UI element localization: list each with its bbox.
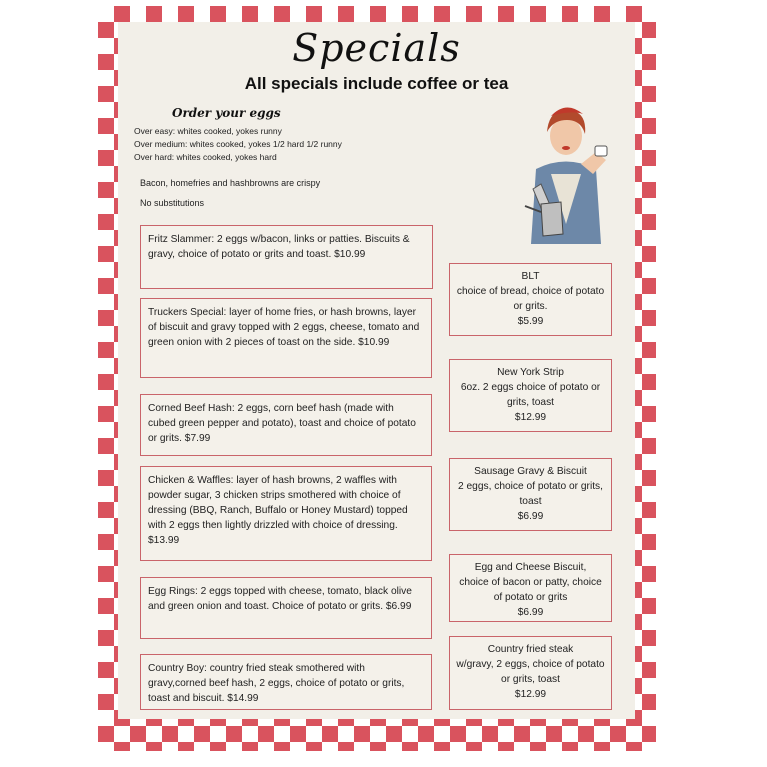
special-egg-cheese-biscuit	[449, 554, 612, 622]
order-eggs-heading: Order your eggs	[172, 106, 281, 120]
special-name: Sausage Gravy & Biscuit	[474, 466, 587, 477]
egg-style-line: Over hard: whites cooked, yokes hard	[134, 152, 277, 162]
special-price: $5.99	[517, 316, 544, 327]
special-corned-beef-hash: Corned Beef Hash: 2 eggs, corn beef hash (made with cubed green pepper and potato), toast and choice of potato or grits. $7.99	[140, 394, 432, 456]
special-desc: 2 eggs, choice of potato or grits, toast	[458, 481, 603, 507]
checkered-border	[98, 6, 656, 751]
special-blt	[449, 263, 612, 336]
special-name: New York Strip	[497, 367, 564, 378]
special-name: Country fried steak	[487, 644, 574, 655]
special-price: $6.99	[517, 607, 544, 618]
special-name: Egg and Cheese Biscuit,	[474, 562, 587, 573]
egg-styles	[134, 125, 342, 164]
egg-style-line: Over easy: whites cooked, yokes runny	[134, 126, 282, 136]
special-egg-rings: Egg Rings: 2 eggs topped with cheese, tomato, black olive and green onion and toast. Choice of potato or grits. $6.99	[140, 577, 432, 639]
special-chicken-waffles: Chicken & Waffles: layer of hash browns, 2 waffles with powder sugar, 3 chicken strips smothered with choice of dressing (BBQ, Ranch, Buffalo or Honey Mustard) topped with 2 eggs then lightly drizzled with choice of dressing. $13.99	[140, 466, 432, 561]
special-country-fried-steak	[449, 636, 612, 710]
special-price: $6.99	[517, 511, 544, 522]
special-price: $12.99	[514, 689, 547, 700]
egg-style-line: Over medium: whites cooked, yokes 1/2 hard 1/2 runny	[134, 139, 342, 149]
menu-paper	[118, 22, 635, 719]
special-name: BLT	[521, 271, 540, 282]
no-substitutions-note: No substitutions	[140, 198, 205, 208]
menu-title: Specials	[292, 26, 461, 70]
special-fritz-slammer: Fritz Slammer: 2 eggs w/bacon, links or patties. Biscuits & gravy, choice of potato or grits and toast. $10.99	[140, 225, 433, 289]
special-price: $12.99	[514, 412, 547, 423]
special-desc: choice of bread, choice of potato or grits.	[456, 286, 605, 312]
crispy-note: Bacon, homefries and hashbrowns are crispy	[140, 178, 321, 188]
special-truckers: Truckers Special: layer of home fries, or hash browns, layer of biscuit and gravy topped with 2 eggs, cheese, tomato and green onion with 2 pieces of toast on the side. $10.99	[140, 298, 432, 378]
special-desc: choice of bacon or patty, choice of potato or grits	[459, 577, 602, 603]
waitress-illustration	[511, 94, 621, 244]
special-desc: w/gravy, 2 eggs, choice of potato or grits, toast	[456, 659, 605, 685]
special-desc: 6oz. 2 eggs choice of potato or grits, toast	[460, 382, 601, 408]
special-new-york-strip	[449, 359, 612, 432]
special-country-boy: Country Boy: country fried steak smothered with gravy,corned beef hash, 2 eggs, choice of potato or grits, toast and biscuit. $14.99	[140, 654, 432, 710]
menu-subtitle: All specials include coffee or tea	[244, 74, 509, 93]
special-sausage-gravy-biscuit	[449, 458, 612, 531]
